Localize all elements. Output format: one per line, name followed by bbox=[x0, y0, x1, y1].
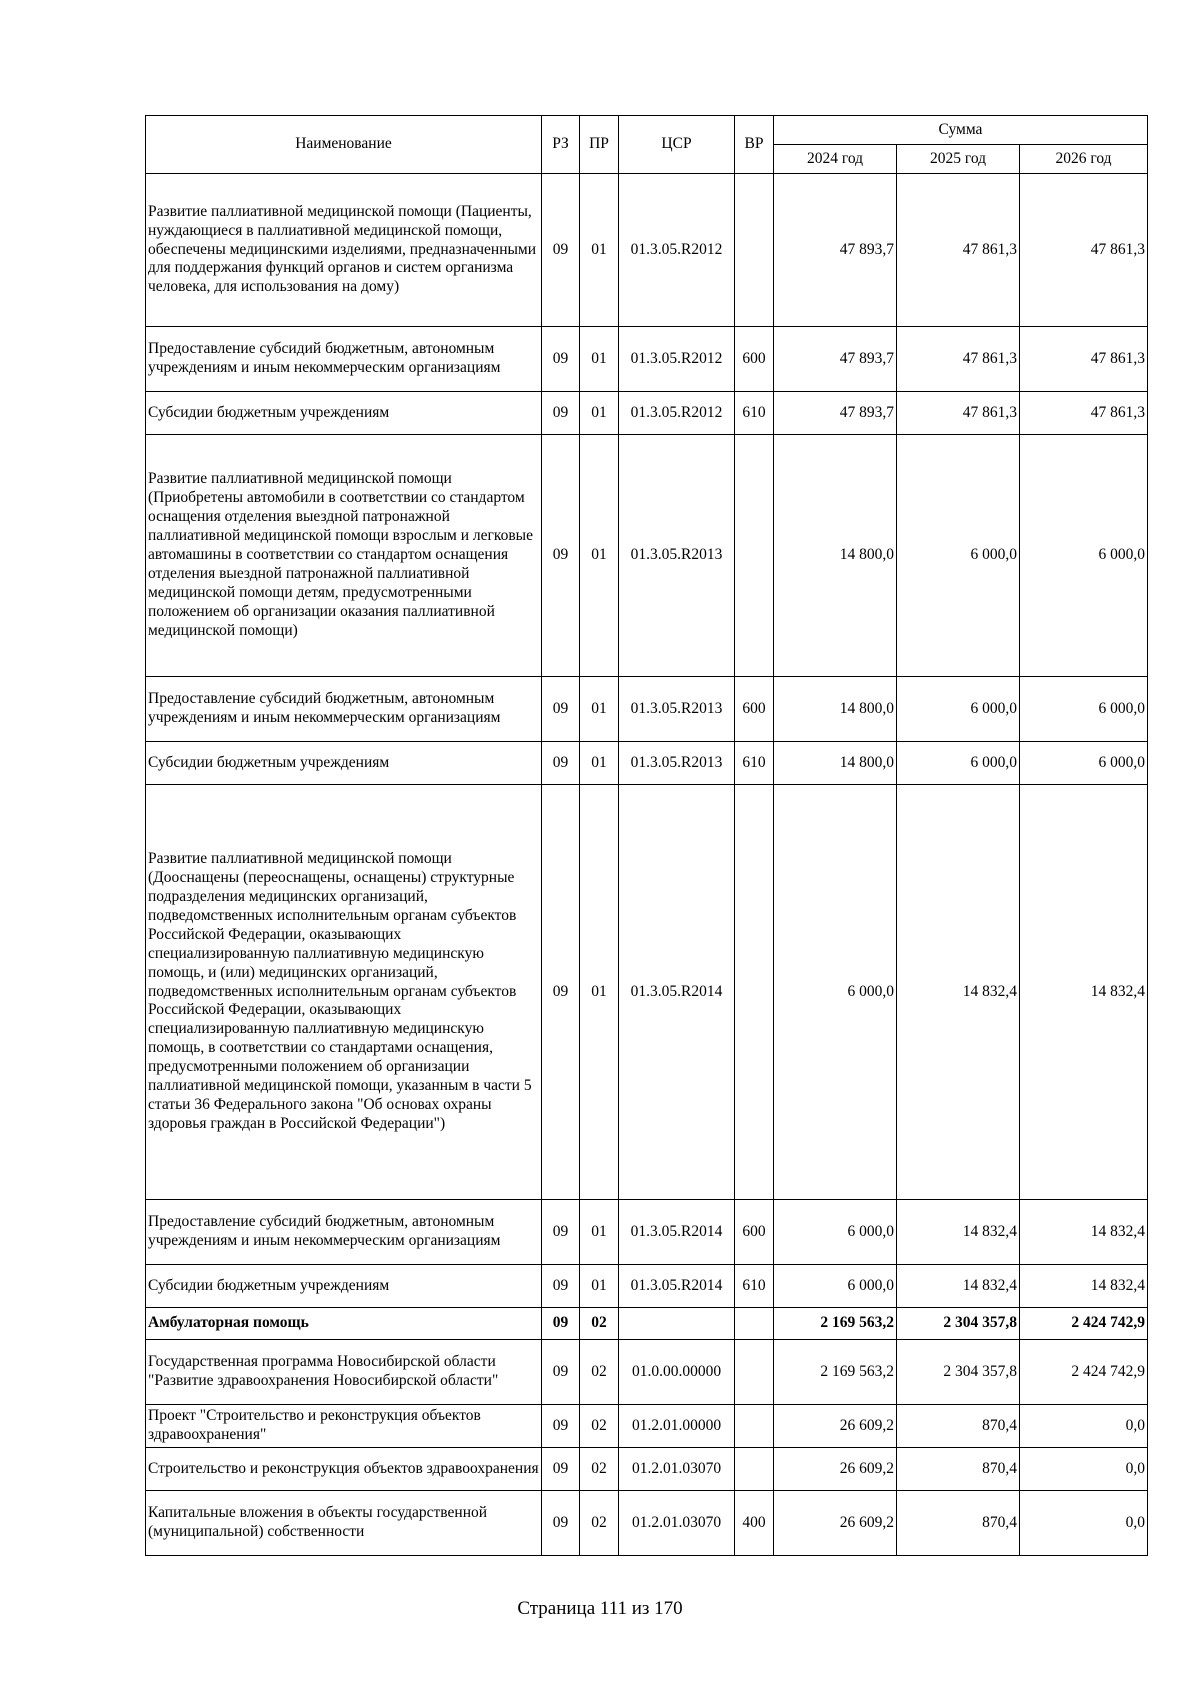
row-csr: 01.3.05.R2012 bbox=[619, 327, 735, 392]
header-2025: 2025 год bbox=[897, 145, 1020, 174]
row-2025: 6 000,0 bbox=[897, 435, 1020, 677]
row-rz: 09 bbox=[542, 785, 580, 1200]
row-2024: 2 169 563,2 bbox=[774, 1308, 897, 1340]
row-2025: 870,4 bbox=[897, 1448, 1020, 1491]
row-name: Субсидии бюджетным учреждениям bbox=[146, 392, 542, 435]
row-rz: 09 bbox=[542, 742, 580, 785]
table-row bbox=[146, 1200, 1148, 1265]
row-2024: 2 169 563,2 bbox=[774, 1340, 897, 1405]
row-name: Строительство и реконструкция объектов здравоохранения bbox=[146, 1448, 542, 1491]
row-2026: 14 832,4 bbox=[1020, 1200, 1148, 1265]
row-2025: 6 000,0 bbox=[897, 677, 1020, 742]
table-row bbox=[146, 1308, 1148, 1340]
row-pr: 02 bbox=[580, 1405, 619, 1448]
row-csr: 01.3.05.R2014 bbox=[619, 1265, 735, 1308]
row-2026: 14 832,4 bbox=[1020, 785, 1148, 1200]
row-csr: 01.3.05.R2013 bbox=[619, 742, 735, 785]
row-vr bbox=[735, 1340, 774, 1405]
row-2026: 0,0 bbox=[1020, 1405, 1148, 1448]
row-rz: 09 bbox=[542, 1340, 580, 1405]
row-2024: 47 893,7 bbox=[774, 392, 897, 435]
header-rz: РЗ bbox=[542, 116, 580, 174]
row-pr: 01 bbox=[580, 327, 619, 392]
row-2024: 14 800,0 bbox=[774, 742, 897, 785]
row-2026: 6 000,0 bbox=[1020, 435, 1148, 677]
row-2025: 14 832,4 bbox=[897, 1265, 1020, 1308]
row-2026: 14 832,4 bbox=[1020, 1265, 1148, 1308]
row-csr: 01.3.05.R2014 bbox=[619, 1200, 735, 1265]
row-rz: 09 bbox=[542, 435, 580, 677]
row-vr: 400 bbox=[735, 1491, 774, 1556]
row-2024: 14 800,0 bbox=[774, 435, 897, 677]
page-number: Страница 111 из 170 bbox=[517, 1598, 683, 1619]
row-name: Проект "Строительство и реконструкция объектов здравоохранения" bbox=[146, 1405, 542, 1448]
row-2024: 6 000,0 bbox=[774, 1265, 897, 1308]
row-rz: 09 bbox=[542, 327, 580, 392]
row-csr bbox=[619, 1308, 735, 1340]
row-rz: 09 bbox=[542, 677, 580, 742]
row-2026: 47 861,3 bbox=[1020, 327, 1148, 392]
row-name: Предоставление субсидий бюджетным, автономным учреждениям и иным некоммерческим организациям bbox=[146, 327, 542, 392]
header-2024: 2024 год bbox=[774, 145, 897, 174]
row-name: Развитие паллиативной медицинской помощи (Приобретены автомобили в соответствии со стандартом оснащения отделения выездной патронажной паллиативной медицинской помощи взрослым и легковые автомашины в соответствии со стандартом оснащения отделения выездной патронажной паллиативной медицинской помощи детям, предусмотренными положением об организации оказания паллиативной медицинской помощи) bbox=[146, 435, 542, 677]
row-vr bbox=[735, 785, 774, 1200]
row-vr: 600 bbox=[735, 677, 774, 742]
row-pr: 01 bbox=[580, 435, 619, 677]
header-sum: Сумма bbox=[774, 116, 1148, 145]
row-name: Развитие паллиативной медицинской помощи (Дооснащены (переоснащены, оснащены) структурные подразделения медицинских организаций, подведомственных исполнительным органам субъектов Российской Федерации, оказывающих специализированную паллиативную медицинскую помощь, и (или) медицинских организаций, подведомственных исполнительным органам субъектов Российской Федерации, оказывающих специализированную паллиативную медицинскую помощь, в соответствии со стандартами оснащения, предусмотренными положением об организации паллиативной медицинской помощи, указанным в части 5 статьи 36 Федерального закона "Об основах охраны здоровья граждан в Российской Федерации") bbox=[146, 785, 542, 1200]
row-2026: 0,0 bbox=[1020, 1448, 1148, 1491]
table-row bbox=[146, 677, 1148, 742]
row-vr bbox=[735, 1308, 774, 1340]
table-row bbox=[146, 392, 1148, 435]
row-2026: 0,0 bbox=[1020, 1491, 1148, 1556]
row-2024: 6 000,0 bbox=[774, 785, 897, 1200]
row-vr bbox=[735, 435, 774, 677]
row-name: Государственная программа Новосибирской области "Развитие здравоохранения Новосибирской области" bbox=[146, 1340, 542, 1405]
row-pr: 01 bbox=[580, 677, 619, 742]
row-2024: 26 609,2 bbox=[774, 1448, 897, 1491]
row-2026: 6 000,0 bbox=[1020, 742, 1148, 785]
row-csr: 01.2.01.03070 bbox=[619, 1491, 735, 1556]
row-csr: 01.3.05.R2013 bbox=[619, 435, 735, 677]
row-name: Амбулаторная помощь bbox=[146, 1308, 542, 1340]
table-row bbox=[146, 1448, 1148, 1491]
row-rz: 09 bbox=[542, 1405, 580, 1448]
row-pr: 01 bbox=[580, 174, 619, 327]
row-name: Капитальные вложения в объекты государственной (муниципальной) собственности bbox=[146, 1491, 542, 1556]
budget-table bbox=[145, 115, 1148, 1556]
row-rz: 09 bbox=[542, 1448, 580, 1491]
table-row bbox=[146, 174, 1148, 327]
row-pr: 02 bbox=[580, 1308, 619, 1340]
row-2025: 47 861,3 bbox=[897, 174, 1020, 327]
row-csr: 01.3.05.R2014 bbox=[619, 785, 735, 1200]
row-2025: 6 000,0 bbox=[897, 742, 1020, 785]
row-pr: 01 bbox=[580, 392, 619, 435]
row-2026: 2 424 742,9 bbox=[1020, 1308, 1148, 1340]
row-rz: 09 bbox=[542, 1265, 580, 1308]
row-2024: 26 609,2 bbox=[774, 1491, 897, 1556]
row-csr: 01.2.01.03070 bbox=[619, 1448, 735, 1491]
table-row bbox=[146, 1340, 1148, 1405]
row-csr: 01.3.05.R2012 bbox=[619, 174, 735, 327]
row-2024: 47 893,7 bbox=[774, 327, 897, 392]
row-name: Предоставление субсидий бюджетным, автономным учреждениям и иным некоммерческим организациям bbox=[146, 1200, 542, 1265]
row-vr: 600 bbox=[735, 327, 774, 392]
header-vr: ВР bbox=[735, 116, 774, 174]
table-row bbox=[146, 1265, 1148, 1308]
row-vr bbox=[735, 174, 774, 327]
row-2024: 26 609,2 bbox=[774, 1405, 897, 1448]
table-row bbox=[146, 327, 1148, 392]
row-pr: 01 bbox=[580, 742, 619, 785]
row-2026: 47 861,3 bbox=[1020, 174, 1148, 327]
table-row bbox=[146, 435, 1148, 677]
table-row bbox=[146, 785, 1148, 1200]
row-2025: 870,4 bbox=[897, 1405, 1020, 1448]
row-vr bbox=[735, 1448, 774, 1491]
row-rz: 09 bbox=[542, 174, 580, 327]
row-pr: 01 bbox=[580, 785, 619, 1200]
row-2025: 2 304 357,8 bbox=[897, 1308, 1020, 1340]
row-rz: 09 bbox=[542, 1308, 580, 1340]
header-name: Наименование bbox=[146, 116, 542, 174]
row-pr: 01 bbox=[580, 1265, 619, 1308]
row-pr: 01 bbox=[580, 1200, 619, 1265]
row-name: Предоставление субсидий бюджетным, автономным учреждениям и иным некоммерческим организациям bbox=[146, 677, 542, 742]
row-csr: 01.3.05.R2013 bbox=[619, 677, 735, 742]
row-rz: 09 bbox=[542, 1491, 580, 1556]
row-vr: 610 bbox=[735, 392, 774, 435]
header-pr: ПР bbox=[580, 116, 619, 174]
row-2025: 47 861,3 bbox=[897, 392, 1020, 435]
row-2026: 47 861,3 bbox=[1020, 392, 1148, 435]
row-2026: 6 000,0 bbox=[1020, 677, 1148, 742]
row-rz: 09 bbox=[542, 392, 580, 435]
row-name: Субсидии бюджетным учреждениям bbox=[146, 742, 542, 785]
row-2024: 6 000,0 bbox=[774, 1200, 897, 1265]
row-2025: 870,4 bbox=[897, 1491, 1020, 1556]
row-2025: 14 832,4 bbox=[897, 785, 1020, 1200]
row-name: Субсидии бюджетным учреждениям bbox=[146, 1265, 542, 1308]
row-pr: 02 bbox=[580, 1491, 619, 1556]
table-row bbox=[146, 1491, 1148, 1556]
row-2025: 2 304 357,8 bbox=[897, 1340, 1020, 1405]
row-vr: 610 bbox=[735, 742, 774, 785]
row-2025: 47 861,3 bbox=[897, 327, 1020, 392]
header-2026: 2026 год bbox=[1020, 145, 1148, 174]
row-vr: 610 bbox=[735, 1265, 774, 1308]
row-csr: 01.0.00.00000 bbox=[619, 1340, 735, 1405]
row-name: Развитие паллиативной медицинской помощи (Пациенты, нуждающиеся в паллиативной медицинской помощи, обеспечены медицинскими изделиями, предназначенными для поддержания функций органов и систем организма человека, для использования на дому) bbox=[146, 174, 542, 327]
row-csr: 01.3.05.R2012 bbox=[619, 392, 735, 435]
row-2026: 2 424 742,9 bbox=[1020, 1340, 1148, 1405]
row-2025: 14 832,4 bbox=[897, 1200, 1020, 1265]
header-csr: ЦСР bbox=[619, 116, 735, 174]
row-vr bbox=[735, 1405, 774, 1448]
row-csr: 01.2.01.00000 bbox=[619, 1405, 735, 1448]
row-pr: 02 bbox=[580, 1448, 619, 1491]
row-2024: 14 800,0 bbox=[774, 677, 897, 742]
table-row bbox=[146, 1405, 1148, 1448]
row-vr: 600 bbox=[735, 1200, 774, 1265]
row-rz: 09 bbox=[542, 1200, 580, 1265]
row-2024: 47 893,7 bbox=[774, 174, 897, 327]
table-row bbox=[146, 742, 1148, 785]
row-pr: 02 bbox=[580, 1340, 619, 1405]
